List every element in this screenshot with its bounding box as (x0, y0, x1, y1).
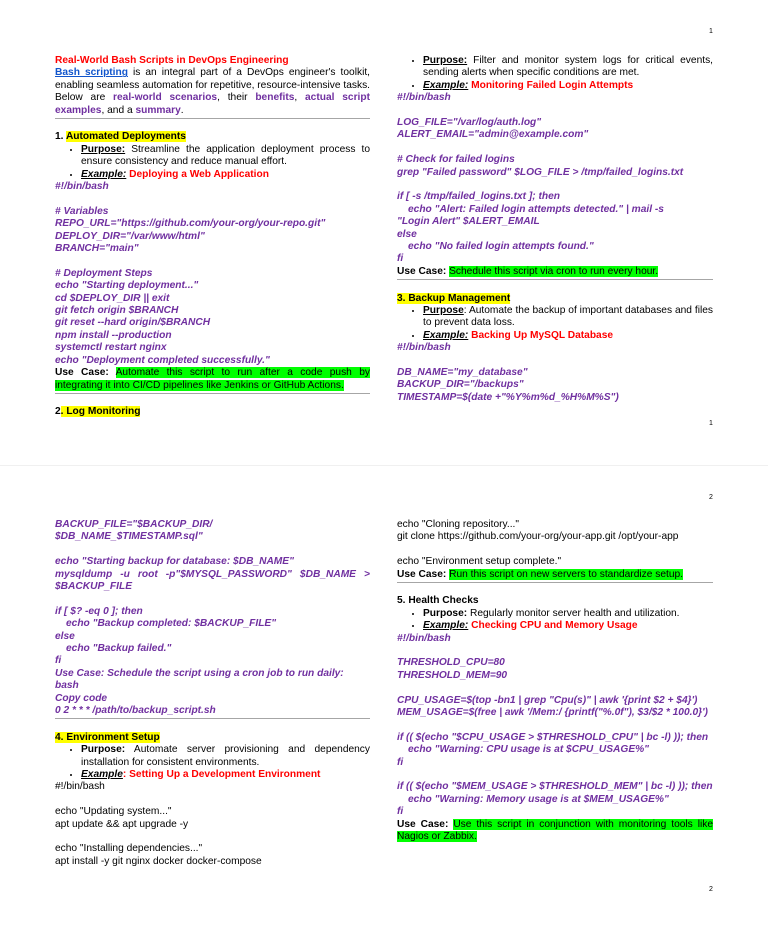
code-line: fi (397, 806, 404, 818)
list-item: • Example: Checking CPU and Memory Usage (423, 620, 713, 632)
code-line: $DB_NAME_$TIMESTAMP.sql" (55, 531, 203, 543)
list-item: • Purpose: Streamline the application deployment process to ensure consistency and reduce manual effort. (81, 144, 370, 169)
code-line: BACKUP_DIR="/backups" (397, 379, 524, 391)
code-line: echo "Updating system..." (55, 806, 172, 818)
page-number-bottom: 1 (709, 420, 713, 427)
use-case: Use Case: Use this script in conjunction with monitoring tools like Nagios or Zabbix. (397, 818, 713, 843)
list-item: • Purpose: Filter and monitor system logs for critical events, sending alerts when specific conditions are met. (423, 55, 713, 80)
code-line: else (55, 630, 75, 642)
section-4-list (55, 744, 370, 781)
code-line: grep "Failed password" $LOG_FILE > /tmp/failed_logins.txt (397, 166, 684, 178)
code-line: DEPLOY_DIR="/var/www/html" (55, 230, 205, 242)
code-line: echo "Cloning repository..." (397, 519, 519, 530)
bash-scripting-link[interactable]: Bash scripting (55, 67, 128, 79)
code-line: apt install -y git nginx docker docker-compose (55, 855, 262, 867)
left-column (55, 519, 370, 868)
code-line: THRESHOLD_CPU=80 (397, 657, 505, 669)
code-line: 0 2 * * * /path/to/backup_script.sh (55, 705, 216, 717)
section-heading-1: 1. Automated Deployments (55, 131, 186, 143)
code-line: THRESHOLD_MEM=90 (397, 669, 508, 681)
section-heading-5: 5. Health Checks (397, 595, 479, 607)
code-line: systemctl restart nginx (55, 342, 167, 354)
code-line: Use Case: Schedule the script using a cron job to run daily: (55, 667, 344, 679)
code-line: ALERT_EMAIL="admin@example.com" (397, 129, 589, 141)
code-line: echo "Environment setup complete." (397, 556, 562, 568)
code-line: fi (397, 756, 404, 768)
code-line: LOG_FILE="/var/log/auth.log" (397, 117, 542, 129)
code-comment: # Check for failed logins (397, 154, 515, 166)
code-line: echo "Alert: Failed login attempts detected." | mail -s (408, 203, 664, 215)
code-line: echo "Deployment completed successfully." (55, 354, 270, 366)
code-line: #!/bin/bash (397, 632, 451, 644)
code-line: echo "Warning: CPU usage is at $CPU_USAGE%" (408, 744, 650, 756)
code-line: apt update && apt upgrade -y (55, 818, 189, 830)
section-heading-4: 4. Environment Setup (55, 731, 160, 743)
page-2 (0, 466, 768, 932)
code-line: echo "No failed login attempts found." (408, 241, 594, 253)
list-item: • Purpose: Automate server provisioning and dependency installation for consistent environments. (81, 744, 370, 769)
code-line: echo "Starting deployment..." (55, 280, 199, 292)
code-line: #!/bin/bash (397, 92, 451, 104)
code-line: echo "Installing dependencies..." (55, 843, 203, 855)
code-line: fi (55, 655, 62, 667)
code-line: git fetch origin $BRANCH (55, 305, 179, 317)
section-3-list (397, 305, 713, 342)
section-5-list (397, 608, 713, 633)
code-line: git clone https://github.com/your-org/your-app.git /opt/your-app (397, 531, 679, 543)
code-line: echo "Starting backup for database: $DB_NAME" (55, 556, 294, 568)
list-item: • Example: Setting Up a Development Environment (81, 769, 370, 781)
code-line: #!/bin/bash (55, 781, 105, 793)
section-heading-3: 3. Backup Management (397, 292, 511, 304)
code-line: echo "Warning: Memory usage is at $MEM_USAGE%" (408, 793, 669, 805)
code-line: MEM_USAGE=$(free | awk '/Mem:/ {printf("%.0f"), $3/$2 * 100.0}') (397, 707, 708, 719)
list-item: • Example: Monitoring Failed Login Attempts (423, 80, 713, 92)
section-1-list (55, 144, 370, 181)
code-line: else (397, 228, 417, 240)
list-item: • Example: Deploying a Web Application (81, 169, 370, 181)
list-item: • Purpose: Automate the backup of important databases and files to prevent data loss. (423, 305, 713, 330)
right-column (397, 519, 713, 843)
page-number-top: 1 (709, 28, 713, 35)
code-line: BACKUP_FILE="$BACKUP_DIR/ (55, 519, 213, 530)
section-heading-2: 2. Log Monitoring (55, 406, 141, 418)
document-title: Real-World Bash Scripts in DevOps Engineering (55, 55, 289, 66)
code-line: #!/bin/bash (397, 342, 451, 354)
code-line: if [ -s /tmp/failed_logins.txt ]; then (397, 191, 560, 203)
list-item: • Purpose: Regularly monitor server health and utilization. (423, 608, 713, 620)
code-line: bash (55, 680, 79, 692)
code-line: git reset --hard origin/$BRANCH (55, 317, 211, 329)
code-line: mysqldump -u root -p"$MYSQL_PASSWORD" $DB_NAME > $BACKUP_FILE (55, 568, 370, 593)
code-line: if (( $(echo "$MEM_USAGE > $THRESHOLD_MEM" | bc -l) )); then (397, 781, 713, 793)
section-2-list (397, 55, 713, 92)
code-line: npm install --production (55, 329, 172, 341)
code-line: Copy code (55, 692, 108, 704)
code-line: echo "Backup completed: $BACKUP_FILE" (66, 618, 277, 630)
code-line: cd $DEPLOY_DIR || exit (55, 292, 170, 304)
use-case: Use Case: Run this script on new servers to standardize setup. (397, 568, 683, 580)
code-line: BRANCH="main" (55, 243, 139, 255)
code-line: CPU_USAGE=$(top -bn1 | grep "Cpu(s)" | awk '{print $2 + $4}') (397, 694, 698, 706)
use-case: Use Case: Automate this script to run after a code push by integrating it into CI/CD pipelines like Jenkins or GitHub Actions. (55, 367, 370, 391)
page-number-bottom: 2 (709, 886, 713, 893)
code-line: if (( $(echo "$CPU_USAGE > $THRESHOLD_CPU" | bc -l) )); then (397, 731, 709, 743)
intro-paragraph: Bash scripting is an integral part of a DevOps engineer's toolkit, enabling seamless automation for repetitive, resource-intensive tasks. Below are real-world scenarios, their benefits, actual script examples, and a summary. (55, 67, 370, 116)
code-line: fi (397, 253, 404, 265)
code-line: DB_NAME="my_database" (397, 367, 528, 379)
code-line: TIMESTAMP=$(date +"%Y%m%d_%H%M%S") (397, 391, 619, 403)
use-case: Use Case: Schedule this script via cron to run every hour. (397, 265, 659, 277)
list-item: • Example: Backing Up MySQL Database (423, 330, 713, 342)
code-line: REPO_URL="https://github.com/your-org/your-repo.git" (55, 218, 326, 230)
right-column (397, 55, 713, 404)
code-comment: # Variables (55, 205, 109, 217)
code-comment: # Deployment Steps (55, 267, 153, 279)
code-line: echo "Backup failed." (66, 643, 172, 655)
left-column (55, 55, 370, 419)
page-number-top: 2 (709, 494, 713, 501)
code-line: #!/bin/bash (55, 181, 109, 193)
code-line: if [ $? -eq 0 ]; then (55, 605, 143, 617)
code-line: "Login Alert" $ALERT_EMAIL (397, 216, 540, 228)
